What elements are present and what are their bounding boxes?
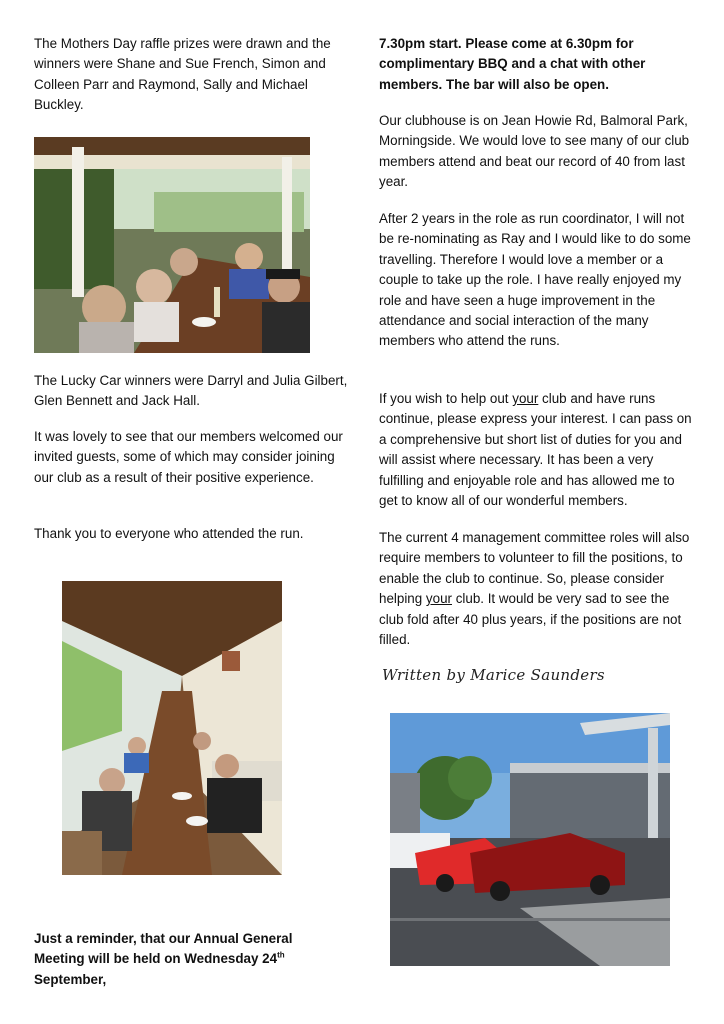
committee-part-b: club. It would be very sad to see the club fold after 40 plus years, if the positions are not filled. [379, 591, 682, 648]
agm-reminder-part-b: September, [34, 971, 107, 987]
right-paragraph-bbq [379, 34, 694, 95]
committee-part-a: The current 4 management committee roles will also require members to volunteer to fill the positions, to enable the club to continue. So, please consider helping [379, 530, 690, 607]
agm-reminder-part-a: Just a reminder, that our Annual General Meeting will be held on Wednesday 24 [34, 931, 293, 967]
right-paragraph-coordinator [379, 209, 694, 352]
left-paragraph-guests [34, 427, 350, 488]
thanks-text: Thank you to everyone who attended the run. [34, 526, 304, 541]
committee-text [379, 528, 694, 650]
agm-reminder-sup: th [277, 950, 285, 960]
right-paragraph-clubhouse [379, 111, 694, 193]
lucky-car-text: The Lucky Car winners were Darryl and Julia Gilbert, Glen Bennett and Jack Hall. [34, 373, 348, 409]
left-paragraph-thanks [34, 524, 350, 544]
left-paragraph-raffle [34, 34, 350, 116]
clubhouse-text: Our clubhouse is on Jean Howie Rd, Balmoral Park, Morningside. We would love to see many of our club members attend and beat our record of 40 from last year. [379, 113, 690, 190]
right-paragraph-help-out [379, 389, 694, 511]
photo-veranda-lunch [34, 137, 310, 353]
photo-clubhouse-cars [390, 713, 670, 966]
bbq-text: 7.30pm start. Please come at 6.30pm for complimentary BBQ and a chat with other members. The bar will also be open. [379, 36, 646, 92]
agm-reminder-text [34, 929, 334, 990]
left-paragraph-agm-reminder [34, 929, 334, 990]
photo-long-table [62, 581, 282, 875]
help-out-part-a: If you wish to help out [379, 391, 513, 406]
guests-text: It was lovely to see that our members welcomed our invited guests, some of which may consider joining our club as a result of their positive experience. [34, 429, 343, 485]
coordinator-text: After 2 years in the role as run coordinator, I will not be re-nominating as Ray and I would like to do some travelling. Therefore I would love a member or a couple to take up the role. I have really enjoyed my role and have seen a huge improvement in the attendance and social interaction of the many members who attend the runs. [379, 211, 691, 349]
help-out-part-b: club and have runs continue, please express your interest. I can pass on a comprehensive but short list of duties for you and will assist where necessary. It has been a very fulfilling and enjoyable role and has allowed me to get to know all of our wonderful members. [379, 391, 692, 509]
committee-underline: your [425, 591, 452, 607]
right-paragraph-committee [379, 528, 694, 650]
help-out-underline: your [512, 391, 539, 406]
raffle-text: The Mothers Day raffle prizes were drawn and the winners were Shane and Sue French, Simon and Colleen Parr and Raymond, Sally and Michael Buckley. [34, 36, 331, 113]
signature: Written by Marice Saunders [382, 666, 605, 684]
help-out-text [379, 389, 694, 511]
left-paragraph-lucky-car [34, 371, 350, 412]
